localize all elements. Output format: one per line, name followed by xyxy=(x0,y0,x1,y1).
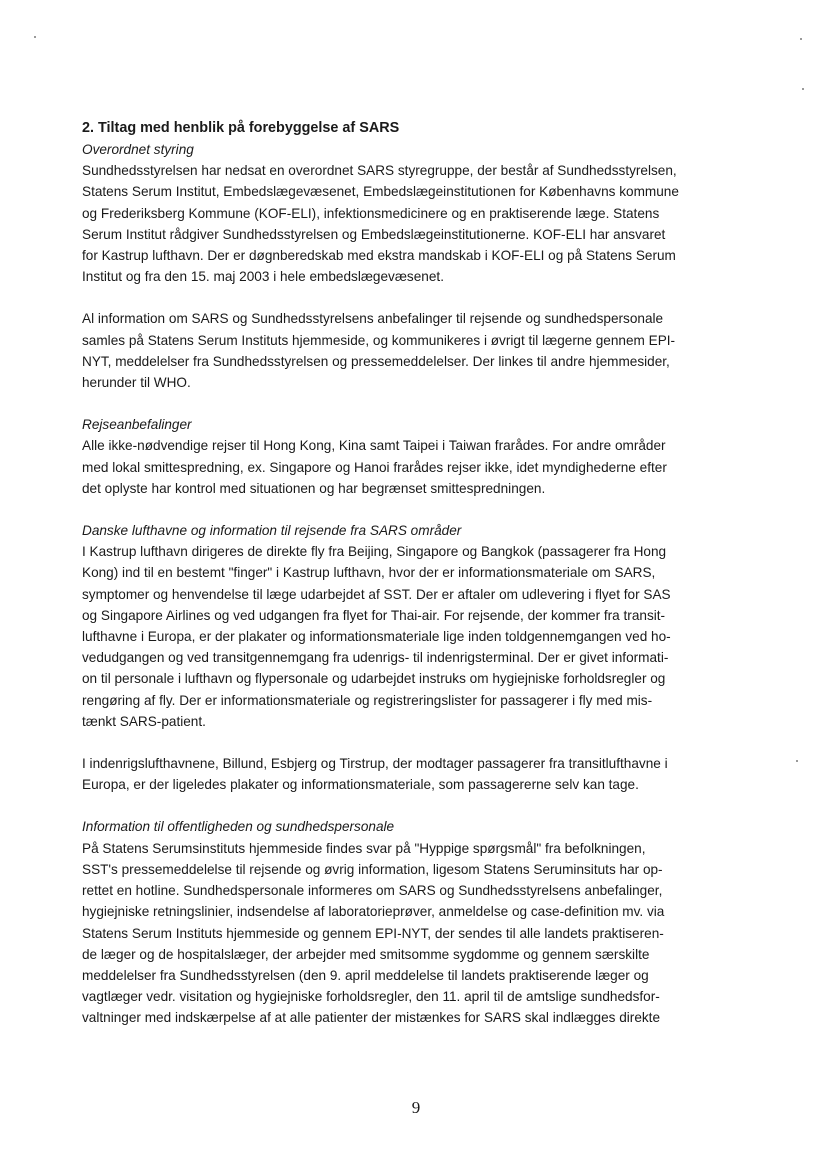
paragraph xyxy=(82,435,762,499)
text-line: Sundhedsstyrelsen har nedsat en overordnet SARS styregruppe, der består af Sundhedsstyrelsen, xyxy=(82,163,677,179)
text-line: samles på Statens Serum Instituts hjemmeside, og kommunikeres i øvrigt til lægerne gennem EPI- xyxy=(82,332,676,348)
text-line: I Kastrup lufthavn dirigeres de direkte fly fra Beijing, Singapore og Bangkok (passagerer fra Hong xyxy=(82,544,667,560)
text-line: Institut og fra den 15. maj 2003 i hele embedslægevæsenet. xyxy=(82,269,444,285)
subsection-heading: Danske lufthavne og information til rejsende fra SARS områder xyxy=(82,523,462,539)
subsection-heading: Information til offentligheden og sundhedspersonale xyxy=(82,819,395,835)
text-line: og Singapore Airlines og ved udgangen fra flyet for Thai-air. For rejsende, der kommer fra transit- xyxy=(82,607,666,623)
text-line: lufthavne i Europa, er der plakater og informationsmateriale lige inden toldgennemgangen ved ho- xyxy=(82,629,671,645)
scan-speck xyxy=(34,36,36,38)
text-line: symptomer og henvendelse til læge udarbejdet af SST. Der er aftaler om udlevering i flyet for SAS xyxy=(82,586,671,602)
text-line: for Kastrup lufthavn. Der er døgnberedskab med ekstra mandskab i KOF-ELI og på Statens Serum xyxy=(82,248,676,264)
subsection-heading: Overordnet styring xyxy=(82,142,194,157)
text-line: NYT, meddelelser fra Sundhedsstyrelsen og pressemeddelelser. Der linkes til andre hjemmesider, xyxy=(82,353,670,369)
text-line: on til personale i lufthavn og flypersonale og udarbejdet instruks om hygiejniske forholdsregler og xyxy=(82,671,666,687)
paragraph xyxy=(82,160,762,287)
text-line: valtninger med indskærpelse af at alle patienter der mistænkes for SARS skal indlægges direkte xyxy=(82,1010,661,1026)
section-heading: 2. Tiltag med henblik på forebyggelse af SARS xyxy=(82,120,400,136)
text-line: meddelelser fra Sundhedsstyrelsen (den 9. april meddelelse til landets praktiserende læger og xyxy=(82,967,649,983)
text-line: vagtlæger vedr. visitation og hygiejniske forholdsregler, den 11. april til de amtslige sundhedsfor- xyxy=(82,989,660,1005)
text-line: Al information om SARS og Sundhedsstyrelsens anbefalinger til rejsende og sundhedspersonale xyxy=(82,311,664,327)
text-line: de læger og de hospitalslæger, der arbejder med smitsomme sygdomme og gennem særskilte xyxy=(82,946,650,962)
page-number: 9 xyxy=(411,1098,421,1117)
text-line: hygiejniske retningslinier, indsendelse af laboratorieprøver, anmeldelse og case-definition mv. via xyxy=(82,904,665,920)
paragraph xyxy=(82,541,762,732)
text-line: Serum Institut rådgiver Sundhedsstyrelsen og Embedslægeinstitutionerne. KOF-ELI har ansvaret xyxy=(82,226,666,242)
text-line: vedudgangen og ved transitgennemgang fra udenrigs- til indenrigsterminal. Der er givet informati- xyxy=(82,650,669,666)
subsection-heading: Rejseanbefalinger xyxy=(82,417,192,433)
text-line: På Statens Serumsinstituts hjemmeside findes svar på "Hyppige spørgsmål" fra befolkningen, xyxy=(82,840,646,856)
text-line: Statens Serum Institut, Embedslægevæsenet, Embedslægeinstitutionen for Københavns kommune xyxy=(82,184,679,200)
paragraph xyxy=(82,838,762,1029)
paragraph xyxy=(82,308,762,393)
section-spacer xyxy=(82,499,762,520)
sections-container xyxy=(82,139,762,1029)
text-line: tænkt SARS-patient. xyxy=(82,713,206,729)
text-line: rettet en hotline. Sundhedspersonale informeres om SARS og Sundhedsstyrelsens anbefalinger, xyxy=(82,883,663,899)
text-line: SST's pressemeddelelse til rejsende og øvrig information, ligesom Statens Seruminsituts har op- xyxy=(82,861,663,877)
text-line: rengøring af fly. Der er informationsmateriale og registreringslister for passagerer i fly med mis- xyxy=(82,692,653,708)
paragraph xyxy=(82,753,762,795)
paragraph-spacer xyxy=(82,732,762,753)
section-spacer xyxy=(82,795,762,816)
text-line: Europa, er der ligeledes plakater og informationsmateriale, som passagererne selv kan tage. xyxy=(82,777,639,793)
document-body xyxy=(82,118,762,1029)
text-line: Alle ikke-nødvendige rejser til Hong Kong, Kina samt Taipei i Taiwan frarådes. For andre områder xyxy=(82,438,666,454)
text-line: med lokal smittespredning, ex. Singapore og Hanoi frarådes rejser ikke, idet myndighederne efter xyxy=(82,459,667,475)
text-line: I indenrigslufthavnene, Billund, Esbjerg og Tirstrup, der modtager passagerer fra transitlufthavne i xyxy=(82,756,668,772)
paragraph-spacer xyxy=(82,287,762,308)
scan-speck xyxy=(796,760,798,762)
text-line: Statens Serum Instituts hjemmeside og gennem EPI-NYT, der sendes til alle landets praktiseren- xyxy=(82,925,664,941)
scan-speck xyxy=(800,38,802,40)
scan-speck xyxy=(802,88,804,90)
text-line: Kong) ind til en bestemt "finger" i Kastrup lufthavn, hvor der er informationsmateriale om SARS, xyxy=(82,565,656,581)
section-spacer xyxy=(82,393,762,414)
text-line: det oplyste har kontrol med situationen og har begrænset smittespredningen. xyxy=(82,480,546,496)
text-line: og Frederiksberg Kommune (KOF-ELI), infektionsmedicinere og en praktiserende læge. Statens xyxy=(82,205,660,221)
text-line: herunder til WHO. xyxy=(82,375,191,391)
